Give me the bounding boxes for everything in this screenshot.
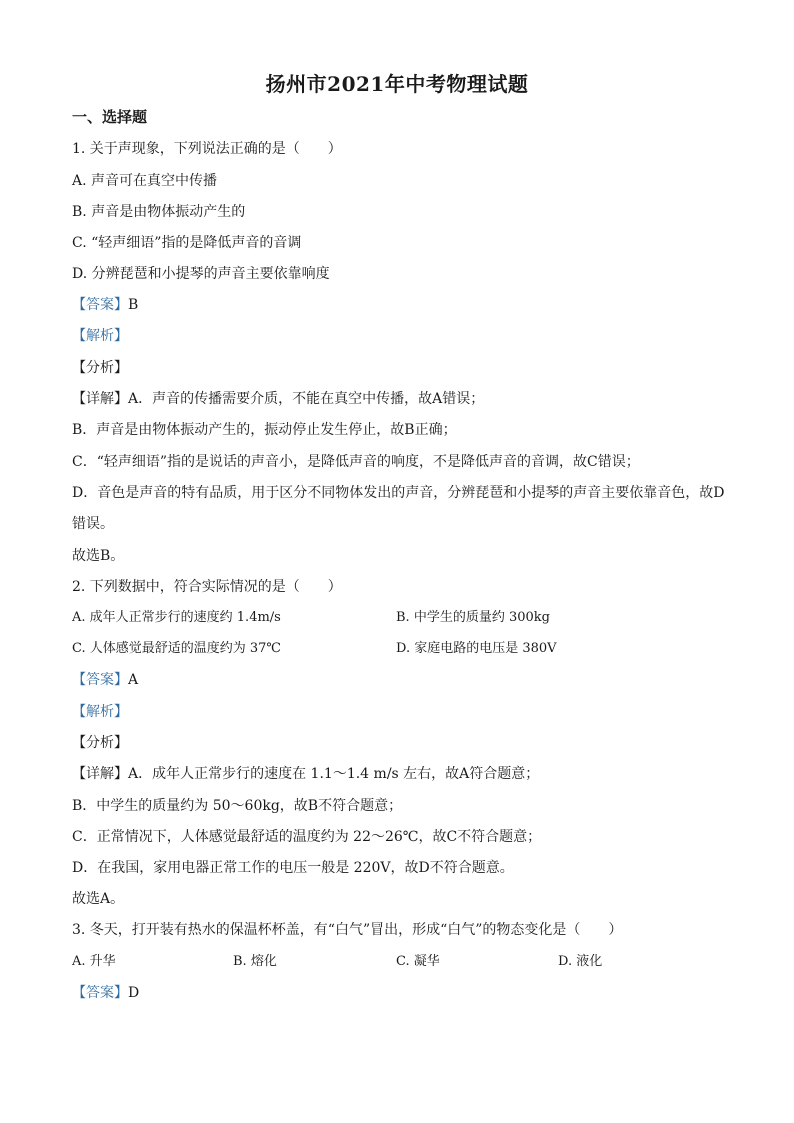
q2-option-a: A. 成年人正常步行的速度约 1.4m/s [72, 610, 281, 625]
q2-detail-line-3: D．在我国，家用电器正常工作的电压一般是 220V，故D不符合题意。 [72, 860, 514, 876]
q1-answer-line [72, 296, 138, 314]
q1-option-a: A. 声音可在真空中传播 [72, 173, 218, 189]
q2-fenxi-line [72, 734, 128, 752]
q1-conclusion: 故选B。 [72, 548, 125, 564]
q2-detail-line-0: 【详解】A．成年人正常步行的速度在 1.1～1.4 m/s 左右，故A符合题意； [72, 766, 540, 782]
q2-conclusion: 故选A。 [72, 891, 125, 907]
q1-jiexi-line [72, 327, 128, 345]
q2-option-c: C. 人体感觉最舒适的温度约为 37℃ [72, 641, 281, 656]
q2-jiexi-tag: 【解析】 [72, 704, 128, 720]
section-heading: 一、选择题 [72, 108, 148, 126]
q1-fenxi-tag: 【分析】 [72, 360, 128, 376]
q3-answer-value: D [128, 985, 140, 1001]
q1-fenxi-line [72, 359, 128, 377]
q2-jiexi-line [72, 703, 128, 721]
q2-fenxi-tag: 【分析】 [72, 735, 128, 751]
q2-answer-line [72, 671, 138, 689]
q3-answer-line [72, 984, 139, 1002]
q1-detail-line-1: B．声音是由物体振动产生的，振动停止发生停止，故B正确； [72, 422, 457, 438]
q1-option-d: D. 分辨琵琶和小提琴的声音主要依靠响度 [72, 266, 330, 282]
q2-option-b: B. 中学生的质量约 300kg [396, 610, 550, 625]
q1-answer-tag: 【答案】 [72, 297, 128, 313]
q1-option-b: B. 声音是由物体振动产生的 [72, 204, 246, 220]
q1-detail-line-3: D．音色是声音的特有品质，用于区分不同物体发出的声音，分辨琵琶和小提琴的声音主要依靠音色，故D [72, 485, 725, 501]
q3-option-c: C. 凝华 [396, 954, 440, 969]
q1-stem: 1. 关于声现象，下列说法正确的是（ ） [72, 141, 342, 157]
q2-detail-line-1: B．中学生的质量约为 50～60kg，故B不符合题意； [72, 798, 403, 814]
page-title: 扬州市2021年中考物理试题 [265, 72, 529, 96]
q2-option-d: D. 家庭电路的电压是 380V [396, 641, 557, 656]
q2-answer-value: A [128, 672, 139, 688]
q1-detail-line-2: C．“轻声细语”指的是说话的声音小，是降低声音的响度，不是降低声音的音调，故C错误； [72, 454, 640, 470]
q1-detail-line-0: 【详解】A．声音的传播需要介质，不能在真空中传播，故A错误； [72, 391, 485, 407]
q2-stem: 2. 下列数据中，符合实际情况的是（ ） [72, 579, 342, 595]
q1-answer-value: B [128, 297, 139, 313]
q1-detail-tag: 【详解】 [72, 391, 128, 407]
q3-option-d: D. 液化 [558, 954, 603, 969]
q2-detail-line-2: C．正常情况下，人体感觉最舒适的温度约为 22～26℃，故C不符合题意； [72, 829, 542, 845]
q1-jiexi-tag: 【解析】 [72, 328, 128, 344]
q3-answer-tag: 【答案】 [72, 985, 128, 1001]
q3-option-b: B. 熔化 [233, 954, 277, 969]
q1-option-c: C. “轻声细语”指的是降低声音的音调 [72, 235, 302, 251]
q2-answer-tag: 【答案】 [72, 672, 128, 688]
q1-detail-line-4: 错误。 [72, 516, 114, 532]
q3-option-a: A. 升华 [72, 954, 116, 969]
q2-detail-tag: 【详解】 [72, 766, 128, 782]
q3-stem: 3. 冬天，打开装有热水的保温杯杯盖，有“白气”冒出，形成“白气”的物态变化是（ ） [72, 922, 623, 938]
